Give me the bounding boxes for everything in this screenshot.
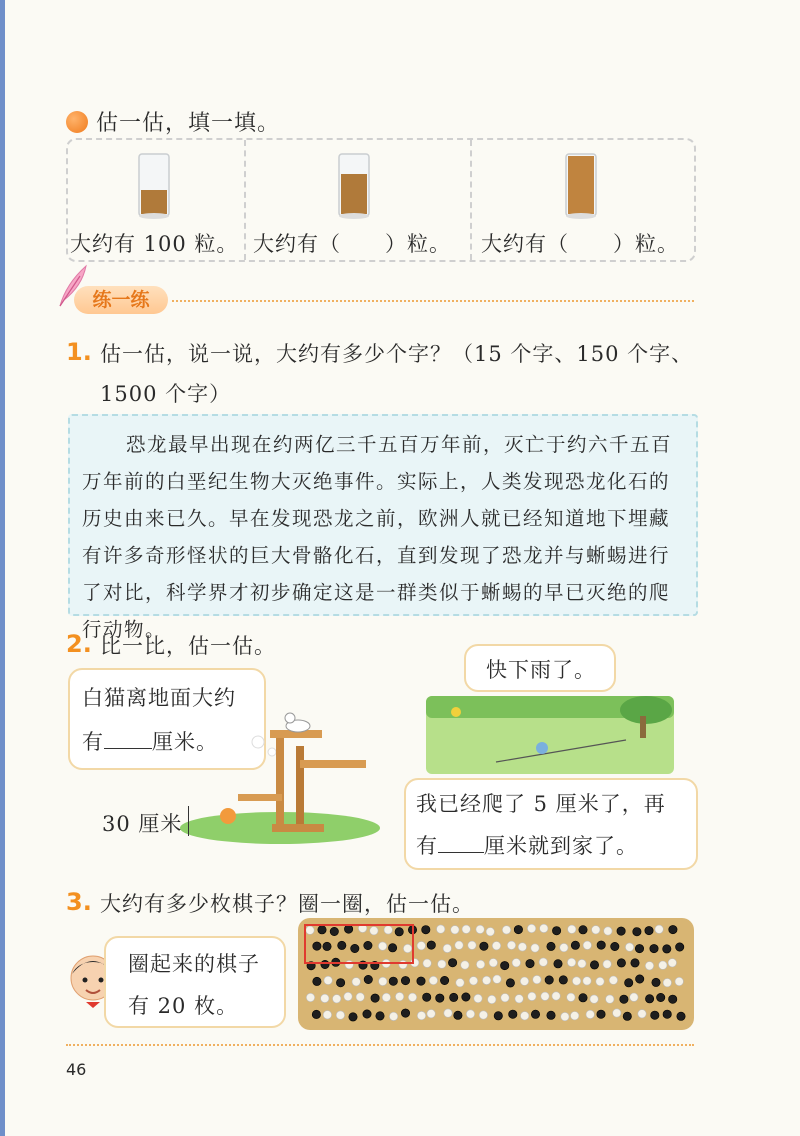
white-piece xyxy=(466,1010,474,1018)
white-piece xyxy=(527,924,535,932)
white-piece xyxy=(408,993,416,1001)
jar-3-icon xyxy=(564,152,598,224)
cat-line1: 白猫离地面大约 xyxy=(82,686,236,710)
white-piece xyxy=(583,941,591,949)
black-piece xyxy=(545,976,553,984)
white-piece xyxy=(625,943,633,951)
white-piece xyxy=(655,925,663,933)
black-piece xyxy=(336,979,344,987)
black-piece xyxy=(423,993,431,1001)
black-piece xyxy=(531,1010,539,1018)
white-piece xyxy=(476,960,484,968)
white-piece xyxy=(590,995,598,1003)
black-piece xyxy=(427,941,435,949)
black-piece xyxy=(448,959,456,967)
white-piece xyxy=(323,1011,331,1019)
white-piece xyxy=(352,978,360,986)
white-piece xyxy=(659,961,667,969)
white-piece xyxy=(675,977,683,985)
black-piece xyxy=(579,994,587,1002)
rain-text: 快下雨了。 xyxy=(486,658,596,682)
cat-tree-illustration xyxy=(180,700,380,850)
q2-number: 2. xyxy=(66,630,92,658)
black-piece xyxy=(547,1011,555,1019)
jar-2-text: 大约有（ ）粒。 xyxy=(253,232,451,256)
black-piece xyxy=(676,943,684,951)
black-piece xyxy=(312,1010,320,1018)
white-piece xyxy=(476,925,484,933)
white-piece xyxy=(417,942,425,950)
black-piece xyxy=(590,961,598,969)
black-piece xyxy=(363,1010,371,1018)
cat-line2b: 厘米。 xyxy=(152,730,218,754)
black-piece xyxy=(422,926,430,934)
white-piece xyxy=(306,993,314,1001)
black-piece xyxy=(389,977,397,985)
black-piece xyxy=(663,1010,671,1018)
white-piece xyxy=(333,995,341,1003)
white-piece xyxy=(324,976,332,984)
black-piece xyxy=(617,927,625,935)
white-piece xyxy=(515,995,523,1003)
white-piece xyxy=(567,958,575,966)
black-piece xyxy=(645,995,653,1003)
snail-blank xyxy=(438,852,484,853)
white-piece xyxy=(451,926,459,934)
black-piece xyxy=(579,926,587,934)
white-piece xyxy=(469,977,477,985)
black-piece xyxy=(514,925,522,933)
black-piece xyxy=(506,979,514,987)
snail-scene-illustration xyxy=(426,696,674,778)
white-piece xyxy=(438,960,446,968)
white-piece xyxy=(540,924,548,932)
white-piece xyxy=(395,992,403,1000)
white-piece xyxy=(592,926,600,934)
black-piece xyxy=(620,995,628,1003)
white-piece xyxy=(429,976,437,984)
white-piece xyxy=(528,992,536,1000)
white-piece xyxy=(561,1012,569,1020)
black-piece xyxy=(633,928,641,936)
black-piece xyxy=(645,926,653,934)
black-piece xyxy=(480,942,488,950)
white-piece xyxy=(609,976,617,984)
white-piece xyxy=(468,941,476,949)
white-piece xyxy=(486,928,494,936)
white-piece xyxy=(560,943,568,951)
black-piece xyxy=(657,993,665,1001)
black-piece xyxy=(623,1012,631,1020)
white-piece xyxy=(443,944,451,952)
snail-line2b: 厘米就到家了。 xyxy=(484,834,638,858)
height-label: 30 厘米 xyxy=(102,812,183,836)
snail-line1: 我已经爬了 5 厘米了，再 xyxy=(416,792,666,816)
white-piece xyxy=(541,992,549,1000)
white-piece xyxy=(613,1009,621,1017)
white-piece xyxy=(552,992,560,1000)
white-piece xyxy=(456,979,464,987)
white-piece xyxy=(539,958,547,966)
black-piece xyxy=(401,976,409,984)
white-piece xyxy=(344,992,352,1000)
snail-question-bubble xyxy=(404,778,698,870)
q1-line2: 1500 个字） xyxy=(100,382,232,406)
black-piece xyxy=(494,1012,502,1020)
boy-bubble xyxy=(104,936,286,1028)
white-piece xyxy=(423,959,431,967)
cat-blank xyxy=(104,748,152,749)
white-piece xyxy=(521,1012,529,1020)
white-piece xyxy=(630,993,638,1001)
white-piece xyxy=(531,944,539,952)
white-piece xyxy=(479,1011,487,1019)
white-piece xyxy=(462,925,470,933)
black-piece xyxy=(349,1013,357,1021)
dinosaur-passage-box xyxy=(68,414,698,641)
jar-3-text: 大约有（ ）粒。 xyxy=(481,232,679,256)
black-piece xyxy=(313,977,321,985)
white-piece xyxy=(417,1011,425,1019)
black-piece xyxy=(611,942,619,950)
black-piece xyxy=(450,993,458,1001)
white-piece xyxy=(437,925,445,933)
black-piece xyxy=(669,925,677,933)
black-piece xyxy=(547,942,555,950)
black-piece xyxy=(440,976,448,984)
white-piece xyxy=(520,977,528,985)
q2-title: 比一比，估一估。 xyxy=(100,634,276,658)
white-piece xyxy=(668,959,676,967)
white-piece xyxy=(489,959,497,967)
black-piece xyxy=(526,959,534,967)
black-piece xyxy=(376,1012,384,1020)
white-piece xyxy=(606,995,614,1003)
black-piece xyxy=(617,959,625,967)
black-piece xyxy=(436,994,444,1002)
white-piece xyxy=(502,926,510,934)
white-piece xyxy=(645,962,653,970)
white-piece xyxy=(444,1009,452,1017)
practice-tag: 练一练 xyxy=(74,286,168,314)
black-piece xyxy=(663,945,671,953)
rain-bubble xyxy=(464,644,616,692)
white-piece xyxy=(382,993,390,1001)
black-piece xyxy=(652,978,660,986)
black-piece xyxy=(552,927,560,935)
white-piece xyxy=(389,1012,397,1020)
boy-line2: 有 20 枚。 xyxy=(128,994,239,1018)
black-piece xyxy=(554,960,562,968)
black-piece xyxy=(401,1009,409,1017)
white-piece xyxy=(583,977,591,985)
bullet-dot-icon xyxy=(66,111,88,133)
white-piece xyxy=(507,941,515,949)
white-piece xyxy=(571,1012,579,1020)
white-piece xyxy=(572,977,580,985)
black-piece xyxy=(597,1010,605,1018)
circled-group-rect xyxy=(304,924,414,964)
white-piece xyxy=(379,977,387,985)
black-piece xyxy=(635,944,643,952)
q1-number: 1. xyxy=(66,338,92,366)
white-piece xyxy=(336,1011,344,1019)
black-piece xyxy=(651,1011,659,1019)
black-piece xyxy=(509,1010,517,1018)
black-piece xyxy=(597,941,605,949)
cat-line2a: 有 xyxy=(82,730,104,754)
white-piece xyxy=(356,993,364,1001)
black-piece xyxy=(462,993,470,1001)
white-piece xyxy=(461,961,469,969)
practice-divider xyxy=(172,300,694,302)
white-piece xyxy=(603,960,611,968)
q1-line1: 估一估，说一说，大约有多少个字？（15 个字、150 个字、 xyxy=(100,342,694,366)
black-piece xyxy=(669,995,677,1003)
black-piece xyxy=(636,975,644,983)
black-piece xyxy=(417,977,425,985)
black-piece xyxy=(559,976,567,984)
black-piece xyxy=(364,975,372,983)
black-piece xyxy=(631,959,639,967)
white-piece xyxy=(638,1010,646,1018)
page-number: 46 xyxy=(66,1060,87,1079)
q3-title: 大约有多少枚棋子？圈一圈，估一估。 xyxy=(100,892,474,916)
black-piece xyxy=(571,941,579,949)
boy-line1: 圈起来的棋子 xyxy=(128,952,260,976)
white-piece xyxy=(501,994,509,1002)
black-piece xyxy=(371,994,379,1002)
white-piece xyxy=(586,1010,594,1018)
jar-1-icon xyxy=(137,152,171,224)
black-piece xyxy=(501,961,509,969)
white-piece xyxy=(427,1010,435,1018)
white-piece xyxy=(568,925,576,933)
white-piece xyxy=(604,927,612,935)
white-piece xyxy=(321,994,329,1002)
white-piece xyxy=(474,994,482,1002)
estimate-heading: 估一估，填一填。 xyxy=(96,111,281,136)
black-piece xyxy=(677,1012,685,1020)
page-edge-rule xyxy=(0,0,5,1136)
q3-number: 3. xyxy=(66,888,92,916)
white-piece xyxy=(493,975,501,983)
white-piece xyxy=(482,976,490,984)
white-piece xyxy=(596,977,604,985)
white-piece xyxy=(512,959,520,967)
white-piece xyxy=(533,975,541,983)
white-piece xyxy=(492,942,500,950)
white-piece xyxy=(488,995,496,1003)
black-piece xyxy=(454,1011,462,1019)
dinosaur-passage: 恐龙最早出现在约两亿三千五百万年前，灭亡于约六千五百万年前的白垩纪生物大灭绝事件。实际上，人类发现恐龙化石的历史由来已久。早在发现恐龙之前，欧洲人就已经知道地下埋藏有许多奇形怪状的巨大骨骼化石，直到发现了恐龙并与蜥蜴进行了对比，科学界才初步确定这是一群类似于蜥蜴的早已灭绝的爬行动物。 xyxy=(82,433,673,641)
jar-2-icon xyxy=(337,152,371,224)
black-piece xyxy=(650,944,658,952)
snail-line2a: 有 xyxy=(416,834,438,858)
white-piece xyxy=(518,943,526,951)
jar-1-text: 大约有 100 粒。 xyxy=(70,232,239,256)
white-piece xyxy=(455,941,463,949)
white-piece xyxy=(663,979,671,987)
white-piece xyxy=(578,959,586,967)
white-piece xyxy=(567,993,575,1001)
black-piece xyxy=(625,979,633,987)
footer-divider xyxy=(66,1044,694,1046)
